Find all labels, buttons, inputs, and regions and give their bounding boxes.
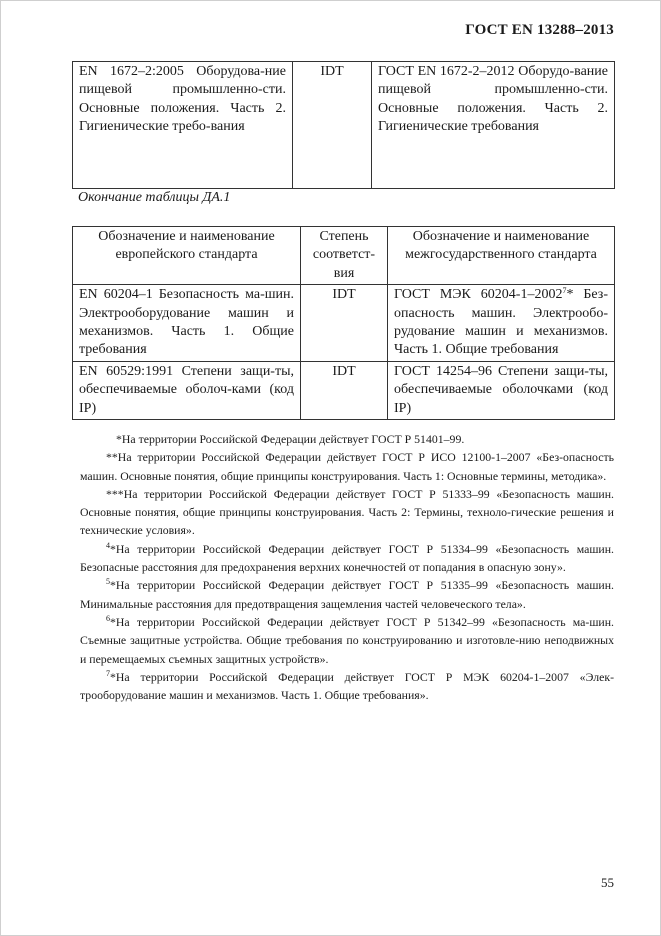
- interstate-text-cont: * Без-опасность машин. Электрообо-рудование машин и механизмов. Часть 1. Общие требования: [394, 287, 608, 358]
- footnote-mark: *: [116, 432, 122, 446]
- footnote: [80, 613, 614, 668]
- degree-cell: IDT: [301, 361, 388, 419]
- footnote-text: *На территории Российской Федерации действует ГОСТ Р 51342–99 «Безопасность ма-шин. Съемные защитные устройства. Общие требования по конструированию и изготовле-нию неподвижных и перемещаемых съемных защитных устройств».: [80, 614, 614, 666]
- interstate-standard-cell: [388, 285, 615, 362]
- column-header-interstate: Обозначение и наименование межгосударственного стандарта: [388, 227, 615, 285]
- table-header-row: [73, 227, 615, 285]
- footnote-ref: 7: [562, 286, 567, 296]
- footnote-mark: 5: [106, 577, 110, 587]
- page-number: 55: [601, 875, 614, 890]
- footnote-text: На территории Российской Федерации действует ГОСТ Р 51401–99.: [121, 432, 465, 446]
- european-standard-cell: EN 1672–2:2005 Оборудова-ние пищевой промышленно-сти. Основные положения. Часть 2. Гигиенические требо-вания: [73, 62, 293, 189]
- table-row: [73, 62, 615, 189]
- footnote-text: *На территории Российской Федерации действует ГОСТ Р 51334–99 «Безопасность машин. Безопасные расстояния для предохранения верхних конечностей от попадания в опасную зону».: [80, 541, 614, 575]
- interstate-standard-cell: [388, 361, 615, 419]
- interstate-text: ГОСТ МЭК 60204-1–2002: [394, 287, 563, 303]
- footnote: [80, 540, 614, 577]
- interstate-standard-cell: ГОСТ EN 1672-2–2012 Оборудо-вание пищевой промышленно-сти. Основные положения. Часть 2. Гигиенические требования: [372, 62, 615, 189]
- degree-cell: IDT: [293, 62, 372, 189]
- column-header-degree: Степень соответст-вия: [301, 227, 388, 285]
- column-header-european: Обозначение и наименование европейского стандарта: [73, 227, 301, 285]
- standards-table-continued: [72, 61, 615, 189]
- footnote: [80, 430, 614, 448]
- footnote: [80, 576, 614, 613]
- footnote: [80, 448, 614, 485]
- european-standard-cell: EN 60529:1991 Степени защи-ты, обеспечиваемые оболоч-ками (код IP): [73, 361, 301, 419]
- footnote: [80, 668, 614, 705]
- footnote-text: *На территории Российской Федерации действует ГОСТ Р МЭК 60204-1–2007 «Элек-трооборудование машин и механизмов. Часть 1. Общие требования».: [80, 669, 614, 703]
- footnote: [80, 485, 614, 540]
- standards-table-end: [72, 226, 615, 420]
- footnote-text: На территории Российской Федерации действует ГОСТ Р 51333–99 «Безопасность машин. Основные понятия, общие принципы конструирования. Часть 2: Термины, техноло-гические решения и технические условия».: [80, 486, 614, 538]
- european-standard-cell: EN 60204–1 Безопасность ма-шин. Электрооборудование машин и механизмов. Часть 1. Общие требования: [73, 285, 301, 362]
- table-row: [73, 361, 615, 419]
- footnote-mark: 6: [106, 613, 110, 623]
- table-row: [73, 285, 615, 362]
- standard-code-header: ГОСТ EN 13288–2013: [465, 22, 614, 38]
- footnote-text: На территории Российской Федерации действует ГОСТ Р ИСО 12100-1–2007 «Без-опасность машин. Основные понятия, общие принципы конструирования. Часть 1: Основные термины, методика».: [80, 450, 614, 483]
- footnote-mark: 4: [106, 540, 110, 550]
- interstate-text: ГОСТ 14254–96 Степени защи-ты, обеспечиваемые оболочками (код IP): [394, 363, 608, 416]
- degree-cell: IDT: [301, 285, 388, 362]
- footnotes: [80, 430, 614, 704]
- footnote-mark: 7: [106, 668, 110, 678]
- footnote-mark: **: [106, 450, 118, 465]
- footnote-text: *На территории Российской Федерации действует ГОСТ Р 51335–99 «Безопасность машин. Минимальные расстояния для предотвращения защемления частей человеческого тела».: [80, 578, 614, 611]
- footnote-mark: ***: [106, 486, 124, 501]
- table-caption: Окончание таблицы ДА.1: [78, 190, 231, 205]
